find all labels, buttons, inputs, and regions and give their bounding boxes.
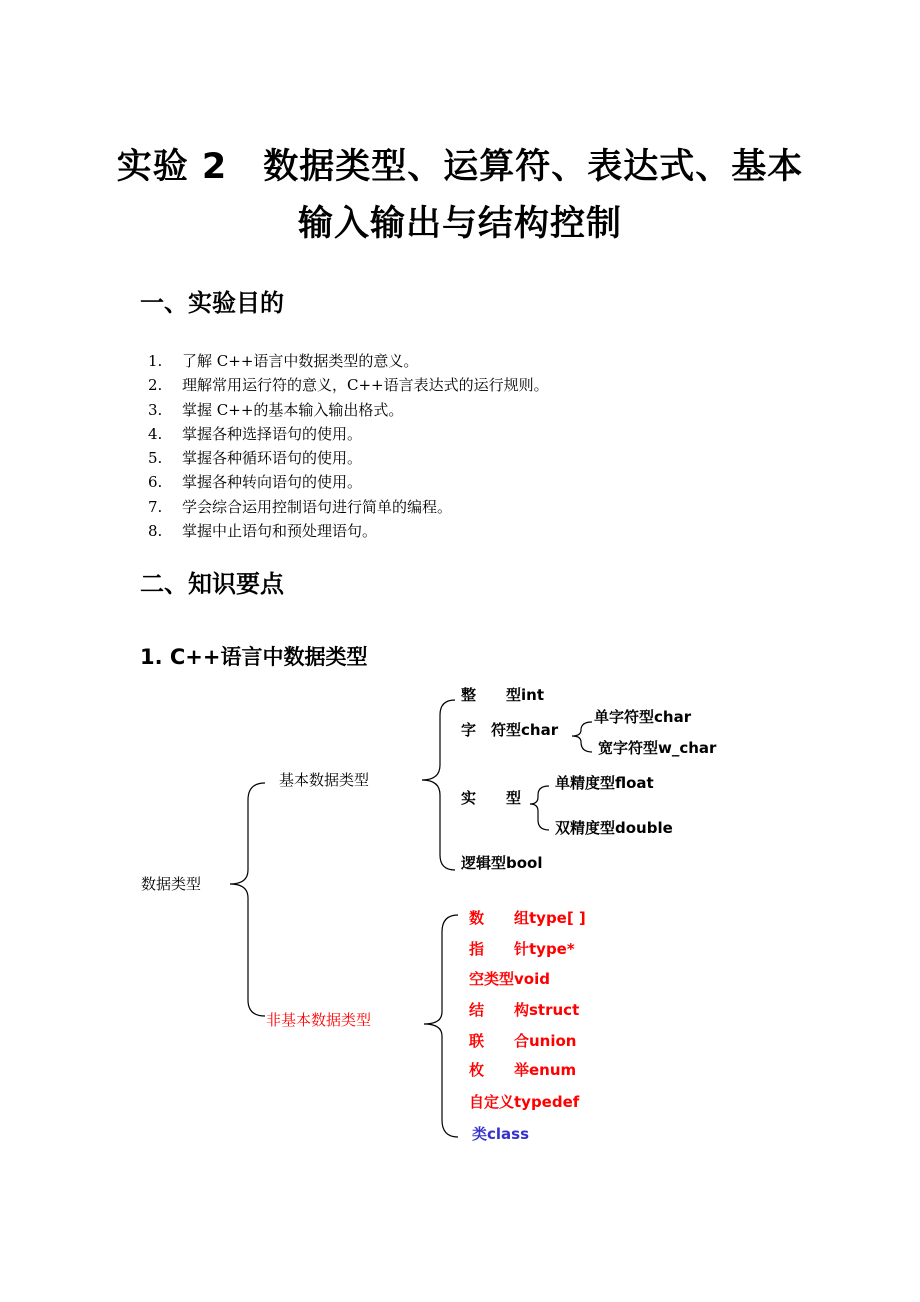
type-struct: 结 构struct [469, 1001, 580, 1019]
list-item: 4. 掌握各种选择语句的使用。 [148, 424, 363, 443]
type-pointer: 指 针type* [469, 940, 575, 958]
tree-root: 数据类型 [141, 875, 202, 893]
section2-heading: 二、知识要点 [140, 570, 284, 598]
root-brace [230, 783, 265, 1016]
subsection-heading: 1. C++语言中数据类型 [140, 645, 368, 669]
list-item: 1. 了解 C++语言中数据类型的意义。 [148, 352, 419, 370]
type-real: 实 型 [461, 789, 522, 807]
type-bool: 逻辑型bool [461, 854, 543, 872]
type-class: 类class [472, 1125, 530, 1143]
type-array: 数 组type[ ] [469, 909, 586, 927]
section1-heading: 一、实验目的 [140, 289, 284, 317]
type-char: 字 符型char [461, 721, 559, 739]
type-int: 整 型int [461, 686, 544, 704]
list-item: 7. 学会综合运用控制语句进行简单的编程。 [148, 497, 453, 516]
basic-types-label: 基本数据类型 [279, 771, 370, 789]
list-item: 6. 掌握各种转向语句的使用。 [148, 473, 363, 492]
list-item: 2. 理解常用运行符的意义，C++语言表达式的运行规则。 [148, 376, 549, 395]
list-item: 3. 掌握 C++的基本输入输出格式。 [148, 400, 404, 419]
type-float: 单精度型float [555, 774, 654, 792]
type-union: 联 合union [469, 1032, 577, 1050]
type-void: 空类型void [469, 970, 550, 988]
real-brace [530, 786, 549, 830]
type-single-char: 单字符型char [594, 708, 692, 726]
type-enum: 枚 举enum [469, 1061, 577, 1079]
basic-brace [422, 700, 455, 870]
doc-title-line1: 实验 2 数据类型、运算符、表达式、基本 [116, 147, 804, 187]
type-double: 双精度型double [555, 819, 673, 837]
nonbasic-types-label: 非基本数据类型 [266, 1011, 372, 1029]
list-item: 5. 掌握各种循环语句的使用。 [148, 449, 363, 468]
type-wide-char: 宽字符型w_char [598, 739, 717, 757]
char-brace [572, 722, 592, 752]
type-typedef: 自定义typedef [469, 1093, 580, 1111]
nonbasic-brace [424, 915, 458, 1137]
list-item: 8. 掌握中止语句和预处理语句。 [148, 522, 378, 541]
doc-title-line2: 输入输出与结构控制 [297, 204, 622, 244]
